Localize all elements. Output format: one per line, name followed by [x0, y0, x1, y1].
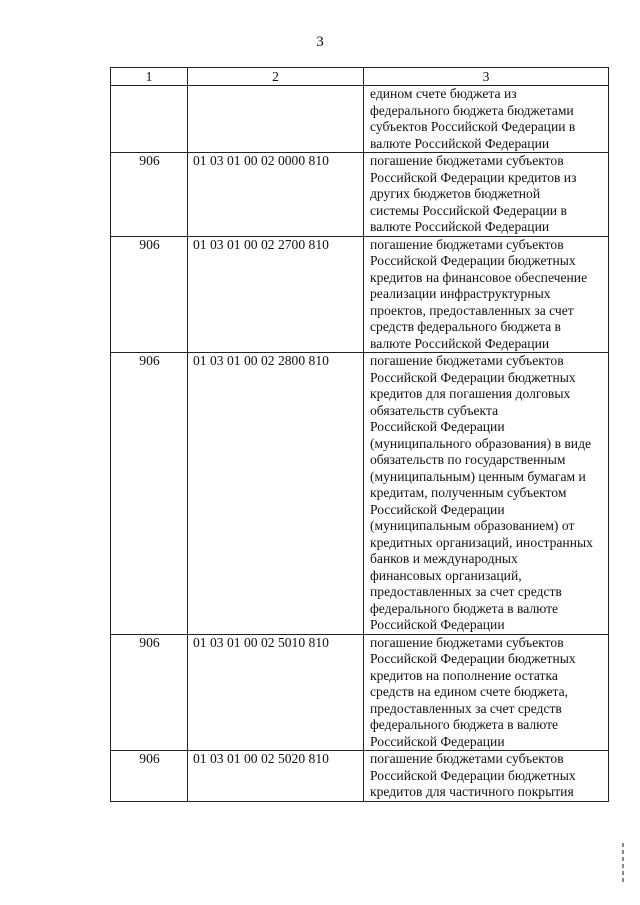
- scan-margin-mark: [620, 840, 626, 900]
- admin-code-cell: 906: [111, 353, 188, 635]
- admin-code-cell: 906: [111, 634, 188, 751]
- budget-codes-table: [110, 67, 609, 802]
- page-number: 3: [316, 34, 324, 50]
- description-cell: погашение бюджетами субъектов Российской Федерации бюджетных кредитов на пополнение остатка средств на едином счете бюджета, предоставленных за счет средств федерального бюджета в валюте Российской Федерации: [364, 634, 609, 751]
- column-header-1: 1: [111, 68, 188, 86]
- table-header-row: [111, 68, 609, 86]
- budget-code-cell: 01 03 01 00 02 2800 810: [188, 353, 364, 635]
- table-row: [111, 153, 609, 237]
- budget-code-cell: [188, 86, 364, 153]
- admin-code-cell: 906: [111, 153, 188, 237]
- admin-code-cell: 906: [111, 751, 188, 802]
- description-cell: погашение бюджетами субъектов Российской Федерации бюджетных кредитов для частичного покрытия: [364, 751, 609, 802]
- budget-code-cell: 01 03 01 00 02 0000 810: [188, 153, 364, 237]
- budget-code-cell: 01 03 01 00 02 5010 810: [188, 634, 364, 751]
- column-header-3: 3: [364, 68, 609, 86]
- admin-code-cell: 906: [111, 236, 188, 353]
- description-cell: погашение бюджетами субъектов Российской Федерации бюджетных кредитов для погашения долговых обязательств субъекта Российской Федерации (муниципального образования) в виде обязательств по государственным (муниципальным) ценным бумагам и кредитам, полученным субъектом Российской Федерации (муниципальным образованием) от кредитных организаций, иностранных банков и международных финансовых организаций, предоставленных за счет средств федерального бюджета в валюте Российской Федерации: [364, 353, 609, 635]
- column-header-2: 2: [188, 68, 364, 86]
- table-row: [111, 634, 609, 751]
- table-row: [111, 751, 609, 802]
- table-row: [111, 236, 609, 353]
- budget-code-cell: 01 03 01 00 02 5020 810: [188, 751, 364, 802]
- description-cell: погашение бюджетами субъектов Российской Федерации бюджетных кредитов на финансовое обеспечение реализации инфраструктурных проектов, предоставленных за счет средств федерального бюджета в валюте Российской Федерации: [364, 236, 609, 353]
- description-cell: погашение бюджетами субъектов Российской Федерации кредитов из других бюджетов бюджетной системы Российской Федерации в валюте Российской Федерации: [364, 153, 609, 237]
- table-row: [111, 353, 609, 635]
- description-cell: едином счете бюджета из федерального бюджета бюджетами субъектов Российской Федерации в валюте Российской Федерации: [364, 86, 609, 153]
- table-row: [111, 86, 609, 153]
- admin-code-cell: [111, 86, 188, 153]
- budget-code-cell: 01 03 01 00 02 2700 810: [188, 236, 364, 353]
